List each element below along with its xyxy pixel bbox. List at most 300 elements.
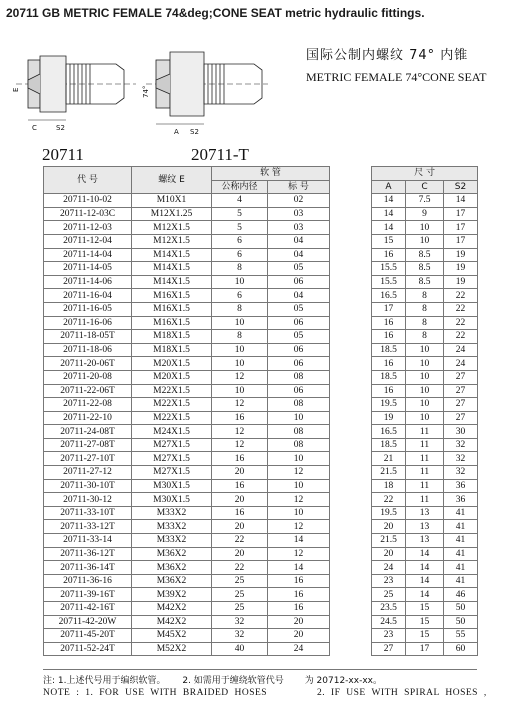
cell-s2: 50	[444, 602, 478, 616]
cell-gap	[330, 343, 372, 357]
cell-nominal-bore: 5	[212, 207, 268, 221]
cell-hose-mark: 12	[268, 547, 330, 561]
cell-nominal-bore: 10	[212, 384, 268, 398]
cell-s2: 46	[444, 588, 478, 602]
cell-a: 16	[372, 316, 406, 330]
cell-s2: 36	[444, 493, 478, 507]
table-row	[44, 357, 478, 371]
cell-gap	[330, 289, 372, 303]
cell-code: 20711-22-06T	[44, 384, 132, 398]
cell-nominal-bore: 16	[212, 452, 268, 466]
cell-s2: 27	[444, 411, 478, 425]
cell-gap	[330, 262, 372, 276]
series-code-right: 20711-T	[191, 145, 249, 164]
cell-code: 20711-36-12T	[44, 547, 132, 561]
cell-c: 15	[406, 602, 444, 616]
cell-gap	[330, 248, 372, 262]
cell-thread: M27X1.5	[132, 452, 212, 466]
cell-s2: 41	[444, 574, 478, 588]
cell-gap	[330, 534, 372, 548]
cell-hose-mark: 04	[268, 248, 330, 262]
cell-a: 15.5	[372, 275, 406, 289]
cell-hose-mark: 06	[268, 275, 330, 289]
table-row	[44, 520, 478, 534]
table-row	[44, 221, 478, 235]
cell-hose-mark: 06	[268, 384, 330, 398]
header-size: 尺 寸	[372, 167, 478, 181]
cell-thread: M39X2	[132, 588, 212, 602]
cell-nominal-bore: 12	[212, 425, 268, 439]
cell-code: 20711-14-06	[44, 275, 132, 289]
cell-thread: M20X1.5	[132, 370, 212, 384]
cell-thread: M20X1.5	[132, 357, 212, 371]
cell-hose-mark: 20	[268, 615, 330, 629]
drawing-label-c: C	[32, 124, 37, 132]
chinese-title: 国际公制内螺纹 74° 内锥	[306, 48, 469, 63]
notes-divider	[43, 669, 477, 671]
cell-a: 21.5	[372, 534, 406, 548]
header-s2: S2	[444, 180, 478, 194]
cell-c: 11	[406, 452, 444, 466]
cell-a: 16	[372, 248, 406, 262]
cell-nominal-bore: 32	[212, 615, 268, 629]
cell-nominal-bore: 6	[212, 289, 268, 303]
cell-code: 20711-16-04	[44, 289, 132, 303]
cell-c: 8	[406, 302, 444, 316]
cell-hose-mark: 08	[268, 398, 330, 412]
cell-nominal-bore: 20	[212, 493, 268, 507]
cell-code: 20711-12-03C	[44, 207, 132, 221]
table-row	[44, 275, 478, 289]
cell-code: 20711-39-16T	[44, 588, 132, 602]
cell-code: 20711-16-05	[44, 302, 132, 316]
cell-gap	[330, 493, 372, 507]
cell-hose-mark: 08	[268, 370, 330, 384]
cell-s2: 27	[444, 398, 478, 412]
cell-nominal-bore: 12	[212, 438, 268, 452]
cell-s2: 41	[444, 534, 478, 548]
cell-a: 16	[372, 384, 406, 398]
cell-nominal-bore: 10	[212, 357, 268, 371]
cell-gap	[330, 384, 372, 398]
cell-code: 20711-18-06	[44, 343, 132, 357]
fittings-table	[43, 166, 478, 656]
cell-nominal-bore: 8	[212, 330, 268, 344]
cell-thread: M16X1.5	[132, 316, 212, 330]
table-row	[44, 602, 478, 616]
cell-c: 11	[406, 466, 444, 480]
cell-thread: M27X1.5	[132, 438, 212, 452]
cell-a: 17	[372, 302, 406, 316]
cell-c: 13	[406, 534, 444, 548]
cell-s2: 19	[444, 248, 478, 262]
table-row	[44, 194, 478, 208]
cell-code: 20711-20-08	[44, 370, 132, 384]
cell-a: 27	[372, 642, 406, 656]
cell-a: 19.5	[372, 398, 406, 412]
cell-hose-mark: 10	[268, 506, 330, 520]
cell-c: 10	[406, 343, 444, 357]
cell-nominal-bore: 12	[212, 370, 268, 384]
cell-gap	[330, 302, 372, 316]
english-title: METRIC FEMALE 74°CONE SEAT	[306, 70, 487, 84]
cell-nominal-bore: 22	[212, 561, 268, 575]
cell-thread: M30X1.5	[132, 493, 212, 507]
cell-a: 22	[372, 493, 406, 507]
cell-thread: M16X1.5	[132, 302, 212, 316]
cell-code: 20711-42-16T	[44, 602, 132, 616]
cell-s2: 41	[444, 506, 478, 520]
cell-c: 8	[406, 316, 444, 330]
cell-gap	[330, 479, 372, 493]
cell-gap	[330, 561, 372, 575]
cell-code: 20711-36-16	[44, 574, 132, 588]
cell-c: 11	[406, 493, 444, 507]
table-row	[44, 289, 478, 303]
cell-s2: 17	[444, 207, 478, 221]
cell-nominal-bore: 40	[212, 642, 268, 656]
cell-nominal-bore: 10	[212, 343, 268, 357]
cell-c: 15	[406, 615, 444, 629]
cell-s2: 32	[444, 452, 478, 466]
cell-gap	[330, 425, 372, 439]
cell-a: 20	[372, 547, 406, 561]
table-row	[44, 438, 478, 452]
cell-s2: 22	[444, 302, 478, 316]
cell-thread: M14X1.5	[132, 275, 212, 289]
note-cn-3: 为 20712-xx-xx。	[304, 676, 382, 686]
cell-nominal-bore: 25	[212, 574, 268, 588]
cell-thread: M12X1.5	[132, 221, 212, 235]
cell-a: 23	[372, 629, 406, 643]
table-row	[44, 574, 478, 588]
cell-hose-mark: 06	[268, 357, 330, 371]
cell-a: 21.5	[372, 466, 406, 480]
cell-thread: M22X1.5	[132, 398, 212, 412]
cell-nominal-bore: 20	[212, 466, 268, 480]
cell-c: 9	[406, 207, 444, 221]
cell-s2: 55	[444, 629, 478, 643]
cell-code: 20711-22-10	[44, 411, 132, 425]
table-row	[44, 561, 478, 575]
cell-a: 18	[372, 479, 406, 493]
cell-hose-mark: 24	[268, 642, 330, 656]
cell-code: 20711-20-06T	[44, 357, 132, 371]
cell-gap	[330, 615, 372, 629]
cell-hose-mark: 06	[268, 343, 330, 357]
cell-thread: M24X1.5	[132, 425, 212, 439]
cell-code: 20711-30-10T	[44, 479, 132, 493]
cell-a: 18.5	[372, 370, 406, 384]
cell-code: 20711-27-12	[44, 466, 132, 480]
cell-a: 23.5	[372, 602, 406, 616]
cell-code: 20711-27-08T	[44, 438, 132, 452]
cell-thread: M12X1.5	[132, 234, 212, 248]
cell-hose-mark: 06	[268, 316, 330, 330]
cell-c: 10	[406, 398, 444, 412]
cell-gap	[330, 316, 372, 330]
cell-code: 20711-36-14T	[44, 561, 132, 575]
cell-s2: 36	[444, 479, 478, 493]
cell-s2: 17	[444, 221, 478, 235]
cell-gap	[330, 194, 372, 208]
fitting-drawing	[6, 30, 276, 138]
header-nominal-bore: 公称内径	[212, 180, 268, 194]
cell-s2: 41	[444, 561, 478, 575]
cell-hose-mark: 03	[268, 221, 330, 235]
cell-nominal-bore: 16	[212, 479, 268, 493]
cell-thread: M33X2	[132, 520, 212, 534]
cell-s2: 27	[444, 384, 478, 398]
cell-thread: M10X1	[132, 194, 212, 208]
cell-a: 16.5	[372, 289, 406, 303]
cell-thread: M33X2	[132, 506, 212, 520]
cell-code: 20711-42-20W	[44, 615, 132, 629]
header-gap	[330, 167, 372, 194]
cell-c: 8.5	[406, 275, 444, 289]
cell-c: 13	[406, 506, 444, 520]
cell-hose-mark: 20	[268, 629, 330, 643]
cell-a: 25	[372, 588, 406, 602]
cell-thread: M45X2	[132, 629, 212, 643]
table-row	[44, 330, 478, 344]
cell-hose-mark: 16	[268, 588, 330, 602]
cell-s2: 24	[444, 357, 478, 371]
cell-thread: M36X2	[132, 561, 212, 575]
note-cn-1: 注: 1.上述代号用于编织软管。	[43, 676, 166, 686]
cell-s2: 32	[444, 438, 478, 452]
table-row	[44, 547, 478, 561]
cell-thread: M14X1.5	[132, 262, 212, 276]
cell-a: 18.5	[372, 438, 406, 452]
table-row	[44, 615, 478, 629]
cell-gap	[330, 398, 372, 412]
series-code-left: 20711	[42, 145, 84, 164]
cell-c: 8	[406, 330, 444, 344]
cell-s2: 17	[444, 234, 478, 248]
cell-hose-mark: 04	[268, 289, 330, 303]
cell-a: 20	[372, 520, 406, 534]
header-thread: 螺纹 E	[132, 167, 212, 194]
cell-hose-mark: 04	[268, 234, 330, 248]
cell-a: 23	[372, 574, 406, 588]
cell-nominal-bore: 12	[212, 398, 268, 412]
table-row	[44, 425, 478, 439]
table-row	[44, 642, 478, 656]
cell-c: 11	[406, 425, 444, 439]
cell-thread: M18X1.5	[132, 330, 212, 344]
cell-a: 24.5	[372, 615, 406, 629]
cell-a: 16	[372, 330, 406, 344]
cell-thread: M22X1.5	[132, 384, 212, 398]
cell-hose-mark: 12	[268, 520, 330, 534]
cell-nominal-bore: 10	[212, 275, 268, 289]
cell-gap	[330, 370, 372, 384]
fitting-drawing-right	[142, 52, 268, 136]
cell-nominal-bore: 32	[212, 629, 268, 643]
notes-english	[43, 688, 513, 698]
note-cn-2: 2. 如需用于缠绕软管代号	[182, 676, 284, 686]
cell-nominal-bore: 4	[212, 194, 268, 208]
cell-nominal-bore: 25	[212, 602, 268, 616]
cell-gap	[330, 574, 372, 588]
cell-hose-mark: 10	[268, 479, 330, 493]
cell-c: 14	[406, 588, 444, 602]
cell-thread: M36X2	[132, 574, 212, 588]
table-row	[44, 452, 478, 466]
cell-code: 20711-18-05T	[44, 330, 132, 344]
cell-gap	[330, 357, 372, 371]
cell-nominal-bore: 8	[212, 302, 268, 316]
cell-s2: 19	[444, 275, 478, 289]
cell-c: 14	[406, 561, 444, 575]
cell-c: 11	[406, 479, 444, 493]
cell-code: 20711-14-04	[44, 248, 132, 262]
cell-thread: M36X2	[132, 547, 212, 561]
cell-code: 20711-10-02	[44, 194, 132, 208]
table-row	[44, 234, 478, 248]
cell-gap	[330, 547, 372, 561]
cell-a: 18.5	[372, 343, 406, 357]
notes-chinese	[43, 673, 513, 686]
drawing-label-a: A	[174, 128, 179, 136]
table-row	[44, 207, 478, 221]
cell-code: 20711-33-12T	[44, 520, 132, 534]
cell-a: 15	[372, 234, 406, 248]
cell-s2: 50	[444, 615, 478, 629]
cell-hose-mark: 05	[268, 302, 330, 316]
table-row	[44, 534, 478, 548]
cell-gap	[330, 438, 372, 452]
cell-a: 14	[372, 194, 406, 208]
cell-thread: M30X1.5	[132, 479, 212, 493]
table-row	[44, 316, 478, 330]
cell-s2: 32	[444, 466, 478, 480]
cell-hose-mark: 14	[268, 561, 330, 575]
cell-hose-mark: 05	[268, 262, 330, 276]
table-row	[44, 398, 478, 412]
cell-c: 14	[406, 547, 444, 561]
cell-gap	[330, 642, 372, 656]
cell-a: 15.5	[372, 262, 406, 276]
cell-c: 11	[406, 438, 444, 452]
cell-gap	[330, 588, 372, 602]
header-c: C	[406, 180, 444, 194]
cell-nominal-bore: 6	[212, 248, 268, 262]
cell-c: 14	[406, 574, 444, 588]
table-row	[44, 466, 478, 480]
cell-nominal-bore: 6	[212, 234, 268, 248]
cell-c: 15	[406, 629, 444, 643]
cell-code: 20711-30-12	[44, 493, 132, 507]
cell-s2: 41	[444, 547, 478, 561]
cell-nominal-bore: 22	[212, 534, 268, 548]
cell-nominal-bore: 16	[212, 506, 268, 520]
cell-code: 20711-14-05	[44, 262, 132, 276]
cell-a: 16	[372, 357, 406, 371]
cell-gap	[330, 452, 372, 466]
cell-c: 8.5	[406, 248, 444, 262]
cell-thread: M12X1.25	[132, 207, 212, 221]
cell-nominal-bore: 20	[212, 520, 268, 534]
cell-c: 17	[406, 642, 444, 656]
cell-thread: M22X1.5	[132, 411, 212, 425]
cell-hose-mark: 08	[268, 425, 330, 439]
cell-gap	[330, 520, 372, 534]
cell-hose-mark: 12	[268, 493, 330, 507]
cell-code: 20711-24-08T	[44, 425, 132, 439]
cell-nominal-bore: 8	[212, 262, 268, 276]
cell-code: 20711-12-03	[44, 221, 132, 235]
cell-c: 7.5	[406, 194, 444, 208]
cell-c: 13	[406, 520, 444, 534]
cell-nominal-bore: 20	[212, 547, 268, 561]
cell-s2: 22	[444, 330, 478, 344]
cell-code: 20711-12-04	[44, 234, 132, 248]
note-en-1: NOTE : 1. FOR USE WITH BRAIDED HOSES	[43, 688, 268, 698]
cell-a: 14	[372, 207, 406, 221]
header-code: 代 号	[44, 167, 132, 194]
cell-thread: M42X2	[132, 615, 212, 629]
cell-a: 14	[372, 221, 406, 235]
cell-code: 20711-33-10T	[44, 506, 132, 520]
table-row	[44, 343, 478, 357]
header-hose-mark: 标 号	[268, 180, 330, 194]
cell-thread: M33X2	[132, 534, 212, 548]
cell-gap	[330, 466, 372, 480]
table-row	[44, 248, 478, 262]
cell-hose-mark: 02	[268, 194, 330, 208]
cell-gap	[330, 275, 372, 289]
cell-a: 24	[372, 561, 406, 575]
cell-code: 20711-52-24T	[44, 642, 132, 656]
cell-c: 10	[406, 221, 444, 235]
note-en-2: 2. IF USE WITH SPIRAL HOSES ,	[316, 688, 487, 698]
fitting-drawing-left	[12, 56, 136, 132]
cell-hose-mark: 12	[268, 466, 330, 480]
table-row	[44, 262, 478, 276]
cell-hose-mark: 05	[268, 330, 330, 344]
cell-thread: M27X1.5	[132, 466, 212, 480]
cell-gap	[330, 629, 372, 643]
cell-a: 21	[372, 452, 406, 466]
table-row	[44, 588, 478, 602]
cell-s2: 14	[444, 194, 478, 208]
table-row	[44, 411, 478, 425]
cell-code: 20711-33-14	[44, 534, 132, 548]
cell-c: 10	[406, 234, 444, 248]
drawing-label-e: E	[12, 87, 20, 92]
cell-gap	[330, 207, 372, 221]
cell-c: 8	[406, 289, 444, 303]
cell-s2: 30	[444, 425, 478, 439]
cell-nominal-bore: 25	[212, 588, 268, 602]
cell-thread: M16X1.5	[132, 289, 212, 303]
cell-hose-mark: 16	[268, 574, 330, 588]
cell-hose-mark: 16	[268, 602, 330, 616]
cell-s2: 19	[444, 262, 478, 276]
header-a: A	[372, 180, 406, 194]
cell-code: 20711-22-08	[44, 398, 132, 412]
cell-hose-mark: 10	[268, 411, 330, 425]
cell-s2: 60	[444, 642, 478, 656]
cell-thread: M42X2	[132, 602, 212, 616]
table-row	[44, 370, 478, 384]
cell-s2: 22	[444, 316, 478, 330]
cell-a: 19.5	[372, 506, 406, 520]
table-row	[44, 479, 478, 493]
header-hose: 软 管	[212, 167, 330, 181]
